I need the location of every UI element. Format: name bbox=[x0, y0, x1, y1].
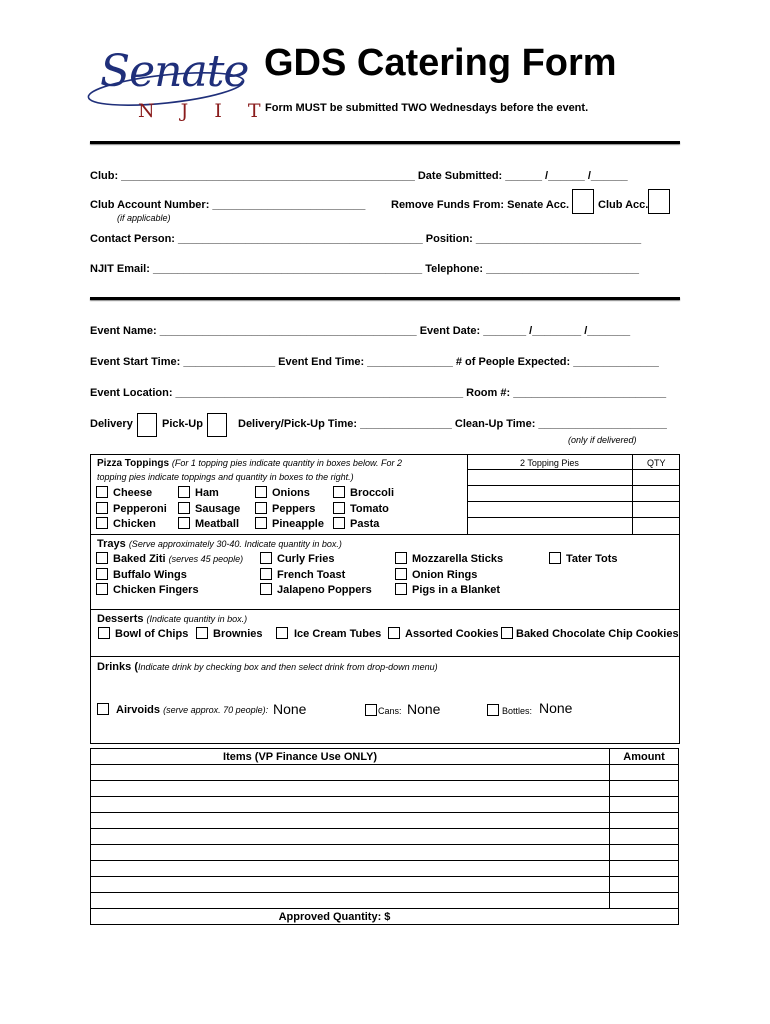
cans-dropdown[interactable]: None bbox=[407, 701, 441, 717]
page-title: GDS Catering Form bbox=[264, 42, 617, 84]
tray-item[interactable]: Baked Ziti (serves 45 people) bbox=[96, 552, 243, 568]
tray-item[interactable]: Pigs in a Blanket bbox=[395, 583, 503, 599]
drinks-heading: Drinks (Indicate drink by checking box and then select drink from drop-down menu) bbox=[97, 661, 438, 673]
amount-cell[interactable] bbox=[610, 813, 679, 829]
checkbox[interactable] bbox=[260, 583, 272, 595]
pizza-item[interactable]: Pineapple bbox=[255, 517, 324, 533]
remove-funds-label: Remove Funds From: Senate Acc. bbox=[391, 199, 570, 211]
checkbox[interactable] bbox=[96, 568, 108, 580]
drink-bottles[interactable]: Bottles: bbox=[487, 704, 532, 716]
dessert-assorted-cookies[interactable]: Assorted Cookies bbox=[388, 627, 499, 640]
checkbox[interactable] bbox=[178, 486, 190, 498]
tray-item[interactable]: French Toast bbox=[260, 568, 372, 584]
drinks-divider bbox=[91, 656, 679, 657]
amount-cell[interactable] bbox=[610, 765, 679, 781]
tray-item[interactable]: Jalapeno Poppers bbox=[260, 583, 372, 599]
tray-item[interactable]: Tater Tots bbox=[549, 552, 618, 568]
checkbox[interactable] bbox=[178, 502, 190, 514]
checkbox[interactable] bbox=[333, 517, 345, 529]
pies-row-line bbox=[467, 517, 679, 518]
pizza-col-4 bbox=[333, 486, 394, 533]
finance-row[interactable] bbox=[91, 877, 679, 893]
item-cell[interactable] bbox=[91, 845, 610, 861]
trays-col-2 bbox=[260, 552, 372, 599]
checkbox[interactable] bbox=[395, 568, 407, 580]
item-cell[interactable] bbox=[91, 829, 610, 845]
tray-item[interactable]: Curly Fries bbox=[260, 552, 372, 568]
if-applicable-note: (if applicable) bbox=[117, 213, 171, 223]
desserts-heading: Desserts (Indicate quantity in box.) bbox=[97, 613, 248, 625]
finance-row[interactable] bbox=[91, 765, 679, 781]
amount-cell[interactable] bbox=[610, 877, 679, 893]
trays-heading: Trays (Serve approximately 30-40. Indicate quantity in box.) bbox=[97, 538, 342, 550]
checkbox[interactable] bbox=[260, 552, 272, 564]
checkbox[interactable] bbox=[98, 627, 110, 639]
approved-row bbox=[91, 909, 679, 925]
checkbox[interactable] bbox=[333, 486, 345, 498]
pizza-item[interactable]: Chicken bbox=[96, 517, 167, 533]
logo-word: Senate bbox=[100, 46, 249, 97]
pies-row-line bbox=[467, 485, 679, 486]
pizza-item[interactable]: Pepperoni bbox=[96, 502, 167, 518]
contact-line[interactable]: Contact Person: ________________________________________ Position: ___________________________ bbox=[90, 233, 642, 245]
checkbox[interactable] bbox=[96, 486, 108, 498]
finance-row[interactable] bbox=[91, 781, 679, 797]
finance-row[interactable] bbox=[91, 813, 679, 829]
amount-cell[interactable] bbox=[610, 845, 679, 861]
checkbox[interactable] bbox=[96, 583, 108, 595]
checkbox[interactable] bbox=[276, 627, 288, 639]
logo-sub: N J I T bbox=[138, 100, 271, 122]
pizza-item[interactable]: Broccoli bbox=[333, 486, 394, 502]
qty-header: QTY bbox=[647, 458, 666, 468]
finance-row[interactable] bbox=[91, 893, 679, 909]
finance-row[interactable] bbox=[91, 845, 679, 861]
checkbox[interactable] bbox=[255, 502, 267, 514]
finance-row[interactable] bbox=[91, 797, 679, 813]
dessert-ice-cream[interactable]: Ice Cream Tubes bbox=[276, 627, 381, 640]
pizza-item[interactable]: Cheese bbox=[96, 486, 167, 502]
trays-col-1 bbox=[96, 552, 243, 599]
checkbox[interactable] bbox=[96, 502, 108, 514]
pizza-heading: Pizza Toppings (For 1 topping pies indicate quantity in boxes below. For 2 bbox=[97, 458, 402, 469]
pizza-col-3 bbox=[255, 486, 324, 533]
club-line[interactable]: Club: ________________________________________________ Date Submitted: ______ /______ /______ bbox=[90, 170, 628, 182]
pizza-item[interactable]: Peppers bbox=[255, 502, 324, 518]
pizza-item[interactable]: Tomato bbox=[333, 502, 394, 518]
club-acc-label: Club Acc. bbox=[598, 199, 649, 211]
item-cell[interactable] bbox=[91, 861, 610, 877]
dessert-brownies[interactable]: Brownies bbox=[196, 627, 263, 640]
delivery-label: Delivery bbox=[90, 418, 133, 430]
trays-col-3 bbox=[395, 552, 503, 599]
amount-cell[interactable] bbox=[610, 829, 679, 845]
finance-table bbox=[90, 748, 679, 925]
pizza-col-1 bbox=[96, 486, 167, 533]
dessert-bowl-of-chips[interactable]: Bowl of Chips bbox=[98, 627, 188, 640]
items-header: Items (VP Finance Use ONLY) bbox=[91, 749, 610, 765]
tray-item[interactable]: Mozzarella Sticks bbox=[395, 552, 503, 568]
item-cell[interactable] bbox=[91, 781, 610, 797]
amount-cell[interactable] bbox=[610, 861, 679, 877]
pizza-col-2 bbox=[178, 486, 240, 533]
event-location-line[interactable]: Event Location: _______________________________________________ Room #: _________________________ bbox=[90, 387, 667, 399]
checkbox[interactable] bbox=[178, 517, 190, 529]
tray-item[interactable]: Buffalo Wings bbox=[96, 568, 243, 584]
finance-header-row bbox=[91, 749, 679, 765]
senate-acc-checkbox[interactable] bbox=[572, 189, 594, 214]
checkbox[interactable] bbox=[487, 704, 499, 716]
amount-header: Amount bbox=[610, 749, 679, 765]
pies-row-line bbox=[467, 469, 679, 470]
only-if-delivered-note: (only if delivered) bbox=[568, 435, 637, 445]
pizza-item[interactable]: Sausage bbox=[178, 502, 240, 518]
event-name-line[interactable]: Event Name: __________________________________________ Event Date: _______ /________ /_______ bbox=[90, 325, 631, 337]
checkbox[interactable] bbox=[97, 703, 109, 715]
pizza-item[interactable]: Ham bbox=[178, 486, 240, 502]
drink-cans[interactable]: Cans: bbox=[365, 704, 402, 716]
checkbox[interactable] bbox=[365, 704, 377, 716]
checkbox[interactable] bbox=[96, 552, 108, 564]
checkbox[interactable] bbox=[96, 517, 108, 529]
divider-top bbox=[90, 141, 680, 144]
trays-col-4 bbox=[549, 552, 618, 568]
tray-item[interactable]: Onion Rings bbox=[395, 568, 503, 584]
amount-cell[interactable] bbox=[610, 781, 679, 797]
drink-airvoids[interactable]: Airvoids (serve approx. 70 people): bbox=[97, 703, 268, 716]
pizza-item[interactable]: Meatball bbox=[178, 517, 240, 533]
checkbox[interactable] bbox=[388, 627, 400, 639]
checkbox[interactable] bbox=[260, 568, 272, 580]
pickup-checkbox[interactable] bbox=[207, 413, 227, 437]
pizza-item[interactable]: Pasta bbox=[333, 517, 394, 533]
item-cell[interactable] bbox=[91, 893, 610, 909]
checkbox[interactable] bbox=[395, 583, 407, 595]
trays-divider bbox=[91, 534, 679, 535]
desserts-divider bbox=[91, 609, 679, 610]
senate-logo bbox=[86, 46, 271, 122]
item-cell[interactable] bbox=[91, 797, 610, 813]
checkbox[interactable] bbox=[549, 552, 561, 564]
item-cell[interactable] bbox=[91, 765, 610, 781]
divider-mid bbox=[90, 297, 680, 300]
pies-col-divider bbox=[632, 454, 633, 534]
amount-cell[interactable] bbox=[610, 893, 679, 909]
item-cell[interactable] bbox=[91, 813, 610, 829]
checkbox[interactable] bbox=[395, 552, 407, 564]
tray-item[interactable]: Chicken Fingers bbox=[96, 583, 243, 599]
pies-header: 2 Topping Pies bbox=[520, 458, 579, 468]
pickup-label: Pick-Up bbox=[162, 418, 203, 430]
amount-cell[interactable] bbox=[610, 797, 679, 813]
checkbox[interactable] bbox=[255, 517, 267, 529]
checkbox[interactable] bbox=[255, 486, 267, 498]
checkbox[interactable] bbox=[333, 502, 345, 514]
club-acc-checkbox[interactable] bbox=[648, 189, 670, 214]
delivery-time-line[interactable]: Delivery/Pick-Up Time: _______________ Clean-Up Time: _____________________ bbox=[238, 418, 667, 430]
finance-row[interactable] bbox=[91, 861, 679, 877]
email-line[interactable]: NJIT Email: ____________________________________________ Telephone: _________________________ bbox=[90, 263, 640, 275]
item-cell[interactable] bbox=[91, 877, 610, 893]
pies-row-line bbox=[467, 501, 679, 502]
bottles-dropdown[interactable]: None bbox=[539, 700, 573, 716]
pizza-item[interactable]: Onions bbox=[255, 486, 324, 502]
finance-row[interactable] bbox=[91, 829, 679, 845]
checkbox[interactable] bbox=[501, 627, 513, 639]
approved-quantity[interactable]: Approved Quantity: $ bbox=[91, 909, 679, 925]
club-account-line[interactable]: Club Account Number: _________________________ bbox=[90, 199, 366, 211]
pizza-divider-v bbox=[467, 454, 468, 534]
pizza-note-2: topping pies indicate toppings and quantity in boxes to the right.) bbox=[97, 472, 354, 482]
airvoids-dropdown[interactable]: None bbox=[273, 701, 307, 717]
checkbox[interactable] bbox=[196, 627, 208, 639]
dessert-choc-chip-cookies[interactable]: Baked Chocolate Chip Cookies bbox=[501, 627, 679, 640]
event-times-line[interactable]: Event Start Time: _______________ Event End Time: ______________ # of People Expected: ______________ bbox=[90, 356, 659, 368]
delivery-checkbox[interactable] bbox=[137, 413, 157, 437]
page-subtitle: Form MUST be submitted TWO Wednesdays before the event. bbox=[265, 102, 589, 114]
